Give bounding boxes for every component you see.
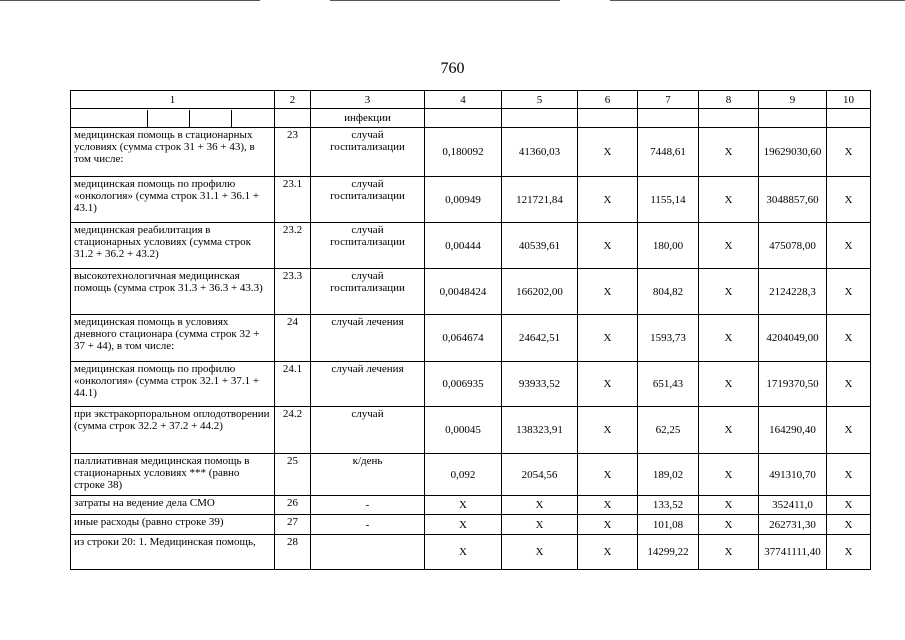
value-cell: X <box>578 223 638 269</box>
value-cell: X <box>699 515 759 535</box>
value-cell: 804,82 <box>638 269 699 315</box>
value-cell: X <box>578 454 638 496</box>
value-cell: X <box>502 515 578 535</box>
value-cell: 164290,40 <box>759 407 827 454</box>
value-cell: 0,064674 <box>425 315 502 362</box>
value-cell: 0,00045 <box>425 407 502 454</box>
value-cell: X <box>425 535 502 570</box>
value-cell: 1593,73 <box>638 315 699 362</box>
unit-cell: случай лечения <box>311 362 425 407</box>
value-cell: X <box>827 515 871 535</box>
row-code-cell: 28 <box>275 535 311 570</box>
unit-cell: случай лечения <box>311 315 425 362</box>
row-name-cell: медицинская реабилитация в стационарных условиях (сумма строк 31.2 + 36.2 + 43.2) <box>71 223 275 269</box>
value-cell: X <box>578 515 638 535</box>
page-number: 760 <box>440 60 465 77</box>
row-code-cell: 23.2 <box>275 223 311 269</box>
header-cell: 8 <box>699 91 759 109</box>
value-cell: 62,25 <box>638 407 699 454</box>
value-cell: 166202,00 <box>502 269 578 315</box>
header-cell: 9 <box>759 91 827 109</box>
row-code-cell: 24.1 <box>275 362 311 407</box>
unit-cell: случай госпитализации <box>311 269 425 315</box>
header-cell: 3 <box>311 91 425 109</box>
value-cell: X <box>425 515 502 535</box>
value-cell: 133,52 <box>638 496 699 515</box>
value-cell: X <box>699 454 759 496</box>
value-cell: 180,00 <box>638 223 699 269</box>
row-code-cell: 27 <box>275 515 311 535</box>
table-row <box>71 128 871 177</box>
value-cell: 121721,84 <box>502 177 578 223</box>
value-cell: 40539,61 <box>502 223 578 269</box>
row-name-cell: медицинская помощь по профилю «онкология» (сумма строк 31.1 + 36.1 + 43.1) <box>71 177 275 223</box>
value-cell: 189,02 <box>638 454 699 496</box>
table-row <box>71 315 871 362</box>
unit-cell: инфекции <box>311 109 425 128</box>
row-name-cell: медицинская помощь по профилю «онкология» (сумма строк 32.1 + 37.1 + 44.1) <box>71 362 275 407</box>
value-cell: X <box>502 535 578 570</box>
value-cell: 0,180092 <box>425 128 502 177</box>
value-cell: 491310,70 <box>759 454 827 496</box>
value-cell: 0,006935 <box>425 362 502 407</box>
value-cell: X <box>699 535 759 570</box>
value-cell: X <box>578 315 638 362</box>
value-cell: 0,0048424 <box>425 269 502 315</box>
value-cell: X <box>827 454 871 496</box>
scan-top-edge <box>0 0 905 3</box>
value-cell: 2054,56 <box>502 454 578 496</box>
value-cell: X <box>827 407 871 454</box>
unit-cell: - <box>311 496 425 515</box>
table-row <box>71 407 871 454</box>
value-cell: X <box>827 362 871 407</box>
row-code-cell: 23.3 <box>275 269 311 315</box>
value-cell: X <box>827 223 871 269</box>
value-cell: X <box>827 128 871 177</box>
table-row <box>71 515 871 535</box>
unit-cell <box>311 535 425 570</box>
row-name-cell: из строки 20: 1. Медицинская помощь, <box>71 535 275 570</box>
row-name-cell: иные расходы (равно строке 39) <box>71 515 275 535</box>
value-cell: X <box>502 496 578 515</box>
value-cell: 0,00949 <box>425 177 502 223</box>
unit-cell: случай госпитализации <box>311 223 425 269</box>
value-cell: X <box>827 315 871 362</box>
table-row <box>71 223 871 269</box>
value-cell: X <box>827 496 871 515</box>
unit-cell: случай госпитализации <box>311 128 425 177</box>
value-cell: 138323,91 <box>502 407 578 454</box>
row-name-cell: затраты на ведение дела СМО <box>71 496 275 515</box>
value-cell: X <box>578 535 638 570</box>
table-row <box>71 535 871 570</box>
data-table <box>70 90 871 570</box>
row-code-cell: 23 <box>275 128 311 177</box>
value-cell: X <box>827 535 871 570</box>
table-row <box>71 454 871 496</box>
row-name-cell: высокотехнологичная медицинская помощь (сумма строк 31.3 + 36.3 + 43.3) <box>71 269 275 315</box>
header-cell: 2 <box>275 91 311 109</box>
header-cell: 4 <box>425 91 502 109</box>
header-cell: 1 <box>71 91 275 109</box>
value-cell: X <box>699 269 759 315</box>
value-cell: 1155,14 <box>638 177 699 223</box>
value-cell: X <box>425 496 502 515</box>
value-cell: X <box>578 407 638 454</box>
value-cell: X <box>827 269 871 315</box>
header-cell: 10 <box>827 91 871 109</box>
row-code-cell: 24.2 <box>275 407 311 454</box>
unit-cell: случай <box>311 407 425 454</box>
table-row <box>71 269 871 315</box>
value-cell: 0,00444 <box>425 223 502 269</box>
value-cell: X <box>699 128 759 177</box>
value-cell: 4204049,00 <box>759 315 827 362</box>
value-cell: 651,43 <box>638 362 699 407</box>
value-cell: 19629030,60 <box>759 128 827 177</box>
row-code-cell: 25 <box>275 454 311 496</box>
subdivided-cell <box>71 109 275 128</box>
row-name-cell: медицинская помощь в стационарных условиях (сумма строк 31 + 36 + 43), в том числе: <box>71 128 275 177</box>
row-name-cell: медицинская помощь в условиях дневного стационара (сумма строк 32 + 37 + 44), в том числе: <box>71 315 275 362</box>
unit-cell: - <box>311 515 425 535</box>
table-row <box>71 177 871 223</box>
value-cell: X <box>699 407 759 454</box>
continuation-row <box>71 109 871 128</box>
value-cell: X <box>699 177 759 223</box>
value-cell: 352411,0 <box>759 496 827 515</box>
value-cell: 37741111,40 <box>759 535 827 570</box>
header-row <box>71 91 871 109</box>
value-cell: 0,092 <box>425 454 502 496</box>
value-cell: X <box>699 223 759 269</box>
unit-cell: случай госпитализации <box>311 177 425 223</box>
row-code-cell: 24 <box>275 315 311 362</box>
value-cell: 93933,52 <box>502 362 578 407</box>
header-cell: 7 <box>638 91 699 109</box>
value-cell: 14299,22 <box>638 535 699 570</box>
row-name-cell: при экстракорпоральном оплодотворении (сумма строк 32.2 + 37.2 + 44.2) <box>71 407 275 454</box>
value-cell: X <box>699 496 759 515</box>
value-cell: 24642,51 <box>502 315 578 362</box>
header-cell: 5 <box>502 91 578 109</box>
row-code-cell: 26 <box>275 496 311 515</box>
value-cell: X <box>578 362 638 407</box>
value-cell: 101,08 <box>638 515 699 535</box>
header-cell: 6 <box>578 91 638 109</box>
value-cell: X <box>578 269 638 315</box>
table-row <box>71 362 871 407</box>
value-cell: 41360,03 <box>502 128 578 177</box>
value-cell: X <box>578 128 638 177</box>
value-cell: 3048857,60 <box>759 177 827 223</box>
value-cell: X <box>699 362 759 407</box>
value-cell: X <box>827 177 871 223</box>
table-row <box>71 496 871 515</box>
value-cell: 2124228,3 <box>759 269 827 315</box>
row-code-cell: 23.1 <box>275 177 311 223</box>
value-cell: 475078,00 <box>759 223 827 269</box>
value-cell: 7448,61 <box>638 128 699 177</box>
value-cell: 1719370,50 <box>759 362 827 407</box>
value-cell: 262731,30 <box>759 515 827 535</box>
unit-cell: к/день <box>311 454 425 496</box>
row-name-cell: паллиативная медицинская помощь в стационарных условиях *** (равно строке 38) <box>71 454 275 496</box>
value-cell: X <box>578 496 638 515</box>
value-cell: X <box>699 315 759 362</box>
value-cell: X <box>578 177 638 223</box>
